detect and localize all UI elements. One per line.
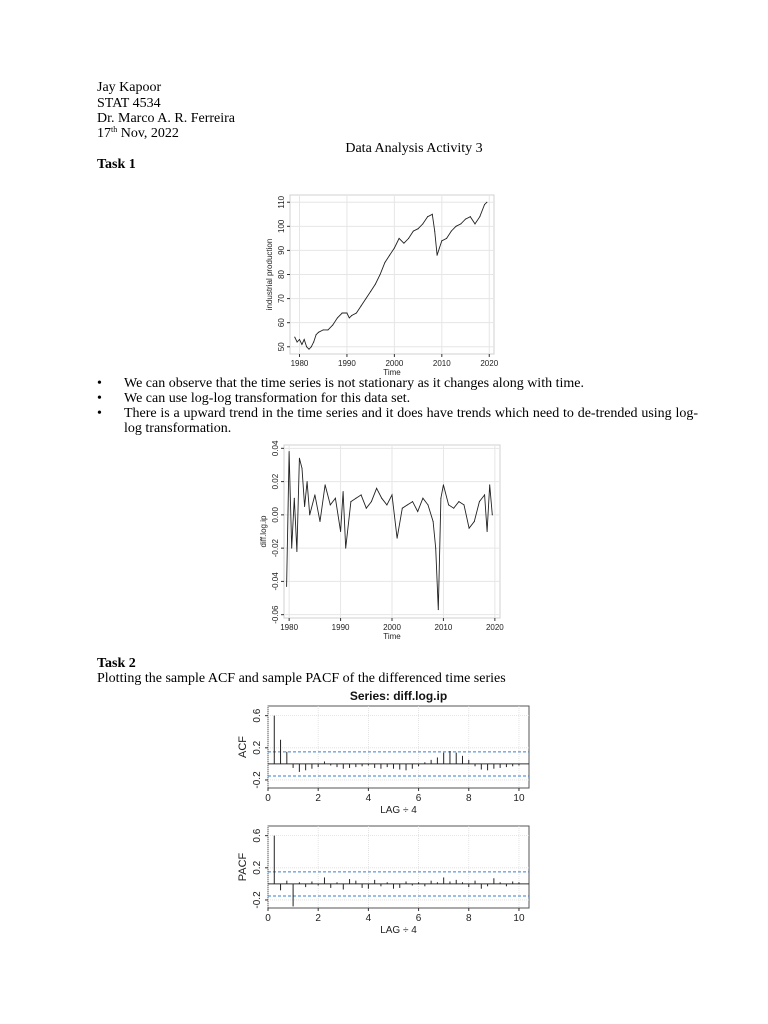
x-tick-label: 8 <box>465 913 472 924</box>
data-point <box>408 238 409 239</box>
data-point <box>465 219 466 220</box>
date-rest: Nov, 2022 <box>117 126 179 141</box>
data-point <box>460 223 461 224</box>
task2-heading: Task 2 <box>97 656 136 671</box>
data-point <box>323 329 324 330</box>
data-point <box>346 313 347 314</box>
data-point <box>345 548 346 549</box>
x-tick-label: 10 <box>513 793 525 804</box>
data-point <box>318 332 319 333</box>
x-tick-label: 4 <box>365 913 372 924</box>
data-point <box>479 216 480 217</box>
x-tick-label: 2020 <box>480 359 499 368</box>
data-point <box>306 346 307 347</box>
x-tick-label: 2000 <box>385 359 404 368</box>
data-point <box>389 255 390 256</box>
data-point <box>453 508 454 509</box>
data-point <box>356 313 357 314</box>
data-point <box>402 508 403 509</box>
data-point <box>361 305 362 306</box>
data-point <box>304 506 305 507</box>
data-point <box>371 501 372 502</box>
x-tick-label: 2010 <box>434 623 453 632</box>
x-tick-label: 1990 <box>338 359 356 368</box>
data-point <box>439 248 440 249</box>
data-point <box>397 538 398 539</box>
data-point <box>479 501 480 502</box>
data-point <box>484 204 485 205</box>
y-tick-label: 70 <box>277 294 286 304</box>
data-point <box>434 231 435 232</box>
data-point <box>299 458 300 459</box>
y-tick-label: 0.6 <box>252 708 263 723</box>
acf-chart <box>230 688 535 815</box>
data-point <box>291 548 292 549</box>
x-tick-label: 0 <box>265 793 271 804</box>
data-point <box>448 504 449 505</box>
task1-bullet-list <box>97 376 698 436</box>
data-point <box>427 216 428 217</box>
data-point <box>294 498 295 499</box>
y-tick-label: 0.02 <box>271 473 280 490</box>
data-point <box>320 521 321 522</box>
data-point <box>335 498 336 499</box>
data-point <box>386 504 387 505</box>
data-point <box>296 551 297 552</box>
data-point <box>464 504 465 505</box>
data-point <box>484 494 485 495</box>
data-point <box>384 262 385 263</box>
x-axis-label: LAG ÷ 4 <box>380 925 417 936</box>
y-tick-label: 80 <box>277 270 286 279</box>
data-point <box>361 494 362 495</box>
document-title: Data Analysis Activity 3 <box>345 141 483 156</box>
y-axis-label: PACF <box>237 852 249 882</box>
data-point <box>313 341 314 342</box>
data-point <box>443 484 444 485</box>
chart-title: Series: diff.log.ip <box>349 689 448 703</box>
data-point <box>413 231 414 232</box>
y-tick-label: -0.2 <box>252 891 263 909</box>
y-tick-label: -0.2 <box>252 771 263 789</box>
data-point <box>458 501 459 502</box>
x-tick-label: 0 <box>265 913 271 924</box>
data-point <box>297 341 298 342</box>
data-point <box>314 494 315 495</box>
data-point <box>375 284 376 285</box>
data-point <box>286 586 287 587</box>
y-axis-label: diff.log.ip <box>259 515 268 548</box>
data-point <box>330 504 331 505</box>
data-point <box>327 329 328 330</box>
data-point <box>407 504 408 505</box>
x-tick-label: 1980 <box>290 359 309 368</box>
date-suffix: th <box>111 125 118 134</box>
bullet-item: • We can use log-log transformation for this data set. <box>97 391 411 406</box>
x-tick-label: 1980 <box>280 623 299 632</box>
data-point <box>438 609 439 610</box>
data-point <box>366 508 367 509</box>
data-point <box>376 488 377 489</box>
x-tick-label: 2020 <box>485 623 504 632</box>
y-tick-label: -0.06 <box>271 605 280 624</box>
y-tick-label: 0.2 <box>252 860 263 875</box>
data-point <box>487 531 488 532</box>
data-point <box>422 498 423 499</box>
diff-log-ip-chart <box>259 440 504 641</box>
bullet-marker: • <box>97 391 102 406</box>
data-point <box>446 238 447 239</box>
data-point <box>489 484 490 485</box>
data-point <box>403 243 404 244</box>
data-point <box>437 255 438 256</box>
y-tick-label: 60 <box>277 318 286 328</box>
data-point <box>343 491 344 492</box>
data-point <box>304 339 305 340</box>
data-point <box>435 548 436 549</box>
course-code: STAT 4534 <box>97 96 161 111</box>
task2-description: Plotting the sample ACF and sample PACF of the differenced time series <box>97 671 506 686</box>
date-line <box>97 126 179 142</box>
y-tick-label: -0.04 <box>271 572 280 591</box>
data-point <box>469 528 470 529</box>
x-tick-label: 1990 <box>331 623 350 632</box>
data-point <box>351 315 352 316</box>
data-point <box>299 339 300 340</box>
y-axis-label: industrial production <box>265 238 274 311</box>
data-point <box>294 337 295 338</box>
data-point <box>301 344 302 345</box>
data-point <box>356 498 357 499</box>
data-point <box>316 334 317 335</box>
industrial-production-chart <box>265 192 499 377</box>
instructor-name: Dr. Marco A. R. Ferreira <box>97 111 236 126</box>
y-tick-label: 0.04 <box>271 440 280 457</box>
data-point <box>332 325 333 326</box>
data-point <box>340 531 341 532</box>
data-point <box>422 223 423 224</box>
y-tick-label: 100 <box>277 219 286 233</box>
x-tick-label: 10 <box>513 913 525 924</box>
x-tick-label: 8 <box>465 793 472 804</box>
data-point <box>342 313 343 314</box>
x-axis-label: Time <box>383 632 401 641</box>
data-point <box>456 226 457 227</box>
data-point <box>325 484 326 485</box>
data-point <box>350 501 351 502</box>
data-point <box>432 214 433 215</box>
data-point <box>399 238 400 239</box>
data-point <box>370 291 371 292</box>
data-point <box>380 274 381 275</box>
x-tick-label: 2 <box>315 913 321 924</box>
pacf-chart <box>230 822 535 940</box>
y-tick-label: 110 <box>277 195 286 209</box>
data-point <box>311 346 312 347</box>
x-tick-label: 6 <box>415 793 422 804</box>
data-point <box>392 494 393 495</box>
y-tick-label: -0.02 <box>271 539 280 558</box>
data-point <box>394 248 395 249</box>
x-axis-label: Time <box>383 368 401 377</box>
data-point <box>412 501 413 502</box>
x-tick-label: 2010 <box>432 359 451 368</box>
x-tick-label: 6 <box>415 913 422 924</box>
data-point <box>349 317 350 318</box>
bullet-item: • We can observe that the time series is not stationary as it changes along with time. <box>97 376 584 391</box>
data-point <box>475 223 476 224</box>
y-tick-label: 0.00 <box>271 507 280 523</box>
data-point <box>289 451 290 452</box>
data-point <box>470 216 471 217</box>
x-tick-label: 2000 <box>383 623 401 632</box>
y-axis-label: ACF <box>237 736 249 758</box>
bullet-marker: • <box>97 406 102 421</box>
data-point <box>486 202 487 203</box>
data-point <box>417 511 418 512</box>
y-tick-label: 50 <box>277 342 286 352</box>
y-tick-label: 0.6 <box>252 828 263 843</box>
data-point <box>451 231 452 232</box>
data-point <box>365 298 366 299</box>
data-point <box>308 349 309 350</box>
bullet-item: • There is a upward trend in the time series and it does have trends which need to de-trended using log-log transformation. <box>97 406 698 436</box>
data-point <box>307 481 308 482</box>
data-point <box>381 498 382 499</box>
data-point <box>418 228 419 229</box>
data-point <box>474 521 475 522</box>
data-point <box>441 240 442 241</box>
data-point <box>428 504 429 505</box>
data-point <box>309 514 310 515</box>
y-tick-label: 0.2 <box>252 740 263 755</box>
x-tick-label: 4 <box>365 793 372 804</box>
author-name: Jay Kapoor <box>97 80 162 95</box>
data-point <box>337 317 338 318</box>
x-tick-label: 2 <box>315 793 321 804</box>
x-axis-label: LAG ÷ 4 <box>380 805 417 816</box>
data-point <box>302 468 303 469</box>
y-tick-label: 90 <box>277 245 286 255</box>
data-point <box>440 498 441 499</box>
data-point <box>433 521 434 522</box>
task1-heading: Task 1 <box>97 157 136 172</box>
date-day: 17 <box>97 126 111 141</box>
bullet-marker: • <box>97 376 102 391</box>
data-point <box>492 514 493 515</box>
